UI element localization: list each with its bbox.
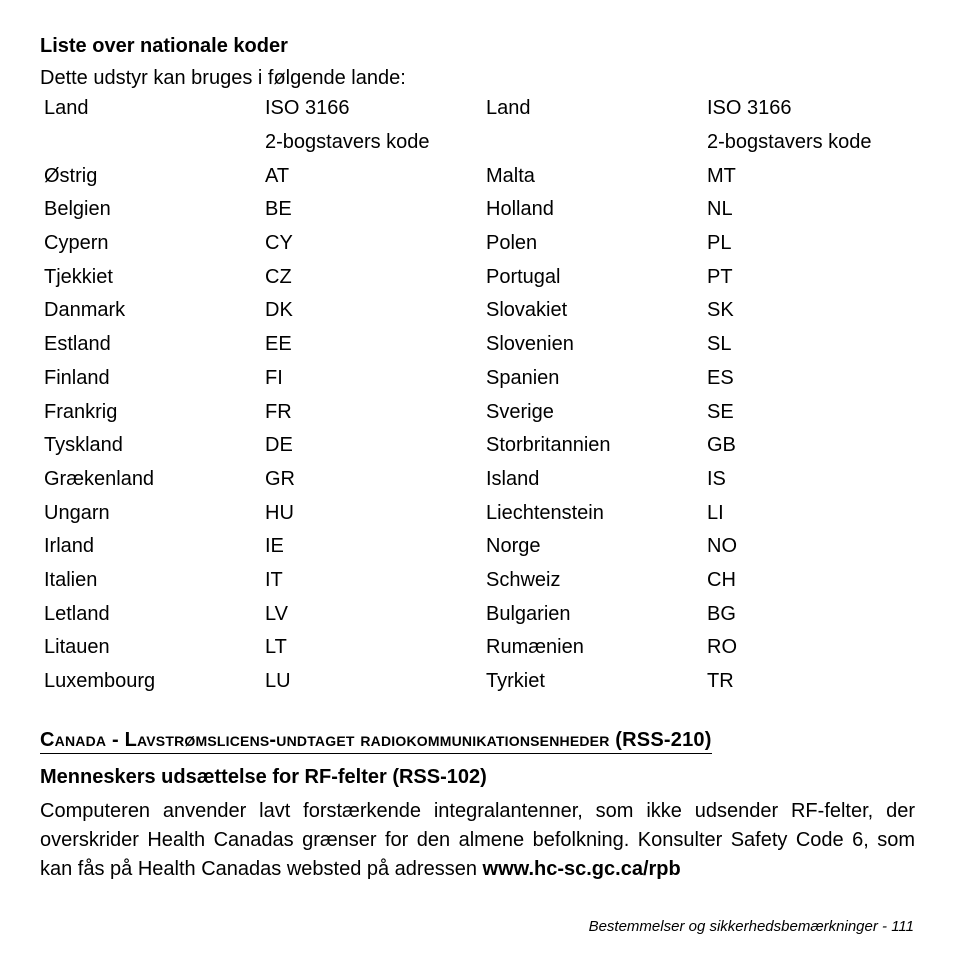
table-cell: Slovakiet [486,299,568,322]
table-cell: Danmark [44,299,126,322]
section-title-suffix: (RSS-210) [609,729,712,751]
table-cell: CZ [265,265,292,288]
table-cell: SK [707,299,734,322]
table-cell: BE [265,198,292,221]
table-row [38,564,907,598]
table-cell: LT [265,636,287,659]
table-cell: ES [707,366,734,389]
table-row [38,159,907,193]
table-cell: IE [265,535,284,558]
table-cell: Tjekkiet [44,265,113,288]
table-row [38,362,907,396]
table-cell: Island [486,467,540,490]
table-row [38,294,907,328]
table-cell: Bulgarien [486,602,571,625]
table-cell: Italien [44,568,98,591]
table-cell: Land [486,97,531,120]
table-cell: Storbritannien [486,434,611,457]
table-cell: Schweiz [486,568,561,591]
table-cell: LV [265,602,288,625]
subheading-rf-exposure: Menneskers udsættelse for RF-felter (RSS-102) [40,766,487,788]
table-cell: NO [707,535,737,558]
table-cell: DE [265,434,293,457]
table-row [38,227,907,261]
table-cell: Spanien [486,366,560,389]
table-cell: PT [707,265,733,288]
table-cell: Luxembourg [44,670,156,693]
table-cell: TR [707,670,734,693]
table-cell: Rumænien [486,636,584,659]
table-cell: LI [707,501,724,524]
paragraph-text: Computeren anvender lavt forstærkende integralantenner, som ikke udsender RF-felter, der overskrider Health Canadas grænser for den almene befolkning. Konsulter Safety Code 6, som kan fås på Health Canadas websted på adressen [40,800,915,880]
table-cell: Finland [44,366,110,389]
table-cell: LU [265,670,291,693]
table-cell: DK [265,299,293,322]
table-cell: Grækenland [44,467,155,490]
table-cell [38,126,259,160]
table-cell: Slovenien [486,333,574,356]
table-row [38,665,907,699]
table-cell: 2-bogstavers kode [265,131,430,154]
page-footer: Bestemmelser og sikkerhedsbemærkninger - 111 [588,918,914,935]
table-cell: Ungarn [44,501,110,524]
table-cell: CY [265,232,293,255]
table-cell: Belgien [44,198,111,221]
table-cell: Land [44,97,89,120]
table-cell: HU [265,501,294,524]
table-cell: SE [707,400,734,423]
table-subheader-row [38,126,907,160]
table-row [38,597,907,631]
table-cell: Cypern [44,232,109,255]
table-cell: ISO 3166 [707,97,792,120]
table-cell: Tyrkiet [486,670,545,693]
table-cell: Portugal [486,265,561,288]
website-link[interactable]: www.hc-sc.gc.ca/rpb [482,858,681,880]
section-title-main: Canada - Lavstrømslicens-undtaget radiokommunikationsenheder [40,729,610,751]
table-cell: AT [265,164,290,187]
table-cell: Østrig [44,164,98,187]
table-cell: Norge [486,535,541,558]
table-cell: IS [707,467,726,490]
table-cell: BG [707,602,736,625]
table-cell: Holland [486,198,554,221]
table-cell: Sverige [486,400,554,423]
table-cell: Irland [44,535,95,558]
table-cell: GR [265,467,295,490]
table-row [38,496,907,530]
table-cell: EE [265,333,292,356]
table-cell: MT [707,164,736,187]
table-row [38,631,907,665]
table-row [38,395,907,429]
table-cell: Frankrig [44,400,118,423]
table-header-row [38,92,907,126]
table-row [38,328,907,362]
table-cell: CH [707,568,736,591]
table-cell: RO [707,636,737,659]
table-cell: FR [265,400,292,423]
table-cell: PL [707,232,732,255]
table-row [38,193,907,227]
table-cell: FI [265,366,283,389]
table-cell: Tyskland [44,434,123,457]
table-cell: Estland [44,333,111,356]
table-cell: SL [707,333,732,356]
table-cell: IT [265,568,283,591]
intro-text: Dette udstyr kan bruges i følgende lande: [40,67,406,89]
table-row [38,530,907,564]
country-codes-table-body [38,92,907,698]
table-cell: GB [707,434,736,457]
body-paragraph [40,797,915,884]
table-cell: Litauen [44,636,110,659]
table-row [38,429,907,463]
section-title-canada [40,729,712,754]
country-codes-table [38,92,907,698]
table-cell: ISO 3166 [265,97,350,120]
table-cell: Malta [486,164,535,187]
table-row [38,260,907,294]
table-row [38,463,907,497]
table-cell: Letland [44,602,110,625]
table-cell: 2-bogstavers kode [707,131,872,154]
table-cell: Polen [486,232,538,255]
section-heading-country-codes: Liste over nationale koder [40,35,288,57]
table-cell: Liechtenstein [486,501,604,524]
table-cell [480,126,701,160]
table-cell: NL [707,198,733,221]
